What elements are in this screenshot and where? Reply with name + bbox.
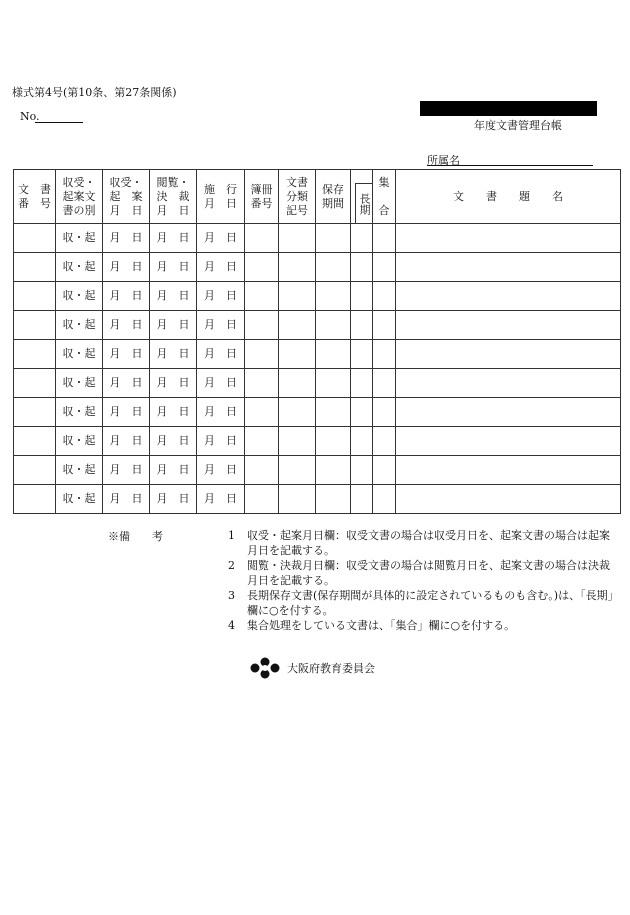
cell-recv-draft-date[interactable]: 月 日 — [103, 253, 150, 282]
cell-doc-title[interactable] — [396, 485, 621, 514]
cell-review-decision-date[interactable]: 月 日 — [150, 427, 197, 456]
cell-enforcement-date[interactable]: 月 日 — [197, 369, 245, 398]
cell-classification-code[interactable] — [279, 340, 316, 369]
cell-doc-number[interactable] — [14, 456, 56, 485]
cell-retention-period[interactable] — [316, 456, 351, 485]
note-text: 収受・起案月日欄：収受文書の場合は収受月日を、起案文書の場合は起案月日を記載する。 — [247, 529, 610, 557]
cell-review-decision-date[interactable]: 月 日 — [150, 456, 197, 485]
table-row — [14, 340, 621, 369]
cell-doc-title[interactable] — [396, 369, 621, 398]
cell-aggregate[interactable] — [373, 253, 396, 282]
osaka-emblem-icon — [249, 657, 281, 679]
cell-aggregate[interactable] — [373, 427, 396, 456]
cell-long-term[interactable] — [351, 485, 373, 514]
cell-recv-draft-type[interactable]: 収・起 — [56, 456, 103, 485]
cell-enforcement-date[interactable]: 月 日 — [197, 311, 245, 340]
note-number: 1 — [228, 529, 235, 542]
note-number: 3 — [228, 589, 235, 602]
cell-retention-period[interactable] — [316, 427, 351, 456]
cell-review-decision-date[interactable]: 月 日 — [150, 253, 197, 282]
cell-recv-draft-date[interactable]: 月 日 — [103, 340, 150, 369]
ledger-title: 年度文書管理台帳 — [474, 119, 562, 132]
cell-classification-code[interactable] — [279, 224, 316, 253]
cell-review-decision-date[interactable]: 月 日 — [150, 224, 197, 253]
cell-long-term[interactable] — [351, 282, 373, 311]
cell-doc-number[interactable] — [14, 369, 56, 398]
cell-aggregate[interactable] — [373, 398, 396, 427]
cell-doc-number[interactable] — [14, 253, 56, 282]
table-row — [14, 224, 621, 253]
cell-retention-period[interactable] — [316, 340, 351, 369]
cell-long-term[interactable] — [351, 340, 373, 369]
cell-register-number[interactable] — [245, 398, 279, 427]
header-enforcement-date: 施 行 月 日 — [197, 170, 245, 224]
cell-register-number[interactable] — [245, 456, 279, 485]
header-review-decision-date: 閲覧・ 決 裁 月 日 — [150, 170, 197, 224]
table-header-row — [14, 170, 621, 224]
cell-recv-draft-date[interactable]: 月 日 — [103, 311, 150, 340]
cell-aggregate[interactable] — [373, 340, 396, 369]
cell-enforcement-date[interactable]: 月 日 — [197, 398, 245, 427]
cell-retention-period[interactable] — [316, 369, 351, 398]
cell-long-term[interactable] — [351, 224, 373, 253]
cell-recv-draft-date[interactable]: 月 日 — [103, 427, 150, 456]
cell-aggregate[interactable] — [373, 456, 396, 485]
cell-classification-code[interactable] — [279, 427, 316, 456]
header-register-number: 簿冊 番号 — [245, 170, 279, 224]
header-aggregate: 集 合 — [373, 170, 396, 224]
table-row — [14, 427, 621, 456]
department-field-line[interactable] — [427, 165, 593, 166]
cell-long-term[interactable] — [351, 369, 373, 398]
cell-review-decision-date[interactable]: 月 日 — [150, 311, 197, 340]
cell-register-number[interactable] — [245, 224, 279, 253]
cell-recv-draft-type[interactable]: 収・起 — [56, 398, 103, 427]
cell-register-number[interactable] — [245, 427, 279, 456]
no-label: No. — [20, 110, 40, 123]
cell-recv-draft-type[interactable]: 収・起 — [56, 311, 103, 340]
notes-heading: ※備 考 — [108, 530, 163, 543]
cell-classification-code[interactable] — [279, 485, 316, 514]
cell-enforcement-date[interactable]: 月 日 — [197, 253, 245, 282]
cell-aggregate[interactable] — [373, 311, 396, 340]
note-text: 集合処理をしている文書は、「集合」欄に○を付する。 — [247, 619, 516, 632]
department-label: 所属名 — [427, 154, 460, 167]
header-doc-title: 文 書 題 名 — [396, 170, 621, 224]
cell-classification-code[interactable] — [279, 282, 316, 311]
note-item — [228, 588, 620, 618]
organization-footer — [249, 657, 375, 679]
cell-retention-period[interactable] — [316, 282, 351, 311]
cell-enforcement-date[interactable]: 月 日 — [197, 224, 245, 253]
form-number: 様式第4号(第10条、第27条関係) — [12, 86, 177, 99]
cell-retention-period[interactable] — [316, 253, 351, 282]
cell-recv-draft-type[interactable]: 収・起 — [56, 253, 103, 282]
cell-recv-draft-type[interactable]: 収・起 — [56, 427, 103, 456]
cell-register-number[interactable] — [245, 340, 279, 369]
cell-register-number[interactable] — [245, 311, 279, 340]
cell-doc-number[interactable] — [14, 427, 56, 456]
cell-long-term[interactable] — [351, 456, 373, 485]
cell-recv-draft-type[interactable]: 収・起 — [56, 485, 103, 514]
no-field-line[interactable] — [35, 122, 83, 123]
cell-doc-title[interactable] — [396, 427, 621, 456]
note-item — [228, 528, 620, 558]
cell-enforcement-date[interactable]: 月 日 — [197, 456, 245, 485]
note-item — [228, 618, 620, 633]
cell-doc-title[interactable] — [396, 224, 621, 253]
cell-long-term[interactable] — [351, 398, 373, 427]
cell-register-number[interactable] — [245, 253, 279, 282]
note-number: 4 — [228, 619, 235, 632]
header-classification-code: 文書 分類 記号 — [279, 170, 316, 224]
header-retention-period: 保存 期間 — [316, 170, 351, 224]
cell-doc-number[interactable] — [14, 340, 56, 369]
header-recv-draft-date: 収受・ 起 案 月 日 — [103, 170, 150, 224]
cell-retention-period[interactable] — [316, 224, 351, 253]
cell-review-decision-date[interactable]: 月 日 — [150, 282, 197, 311]
cell-retention-period[interactable] — [316, 398, 351, 427]
cell-doc-number[interactable] — [14, 485, 56, 514]
cell-doc-number[interactable] — [14, 311, 56, 340]
cell-review-decision-date[interactable]: 月 日 — [150, 369, 197, 398]
cell-review-decision-date[interactable]: 月 日 — [150, 398, 197, 427]
note-item — [228, 558, 620, 588]
cell-enforcement-date[interactable]: 月 日 — [197, 282, 245, 311]
cell-recv-draft-type[interactable]: 収・起 — [56, 224, 103, 253]
note-text: 閲覧・決裁月日欄：収受文書の場合は閲覧月日を、起案文書の場合は決裁月日を記載する。 — [247, 559, 610, 587]
cell-recv-draft-date[interactable]: 月 日 — [103, 224, 150, 253]
cell-recv-draft-date[interactable]: 月 日 — [103, 456, 150, 485]
cell-doc-title[interactable] — [396, 311, 621, 340]
table-row — [14, 398, 621, 427]
table-row — [14, 311, 621, 340]
table-row — [14, 485, 621, 514]
cell-classification-code[interactable] — [279, 369, 316, 398]
cell-aggregate[interactable] — [373, 224, 396, 253]
cell-recv-draft-type[interactable]: 収・起 — [56, 369, 103, 398]
cell-recv-draft-date[interactable]: 月 日 — [103, 282, 150, 311]
cell-review-decision-date[interactable]: 月 日 — [150, 340, 197, 369]
organization-name: 大阪府教育委員会 — [287, 662, 375, 675]
cell-classification-code[interactable] — [279, 398, 316, 427]
cell-classification-code[interactable] — [279, 311, 316, 340]
table-row — [14, 369, 621, 398]
cell-recv-draft-type[interactable]: 収・起 — [56, 340, 103, 369]
note-number: 2 — [228, 559, 235, 572]
table-row — [14, 456, 621, 485]
cell-recv-draft-date[interactable]: 月 日 — [103, 369, 150, 398]
cell-aggregate[interactable] — [373, 369, 396, 398]
cell-register-number[interactable] — [245, 369, 279, 398]
cell-doc-title[interactable] — [396, 282, 621, 311]
redacted-year-bar — [420, 101, 597, 116]
cell-enforcement-date[interactable]: 月 日 — [197, 485, 245, 514]
cell-retention-period[interactable] — [316, 485, 351, 514]
cell-doc-title[interactable] — [396, 253, 621, 282]
cell-doc-title[interactable] — [396, 340, 621, 369]
cell-aggregate[interactable] — [373, 282, 396, 311]
cell-doc-number[interactable] — [14, 282, 56, 311]
cell-recv-draft-date[interactable]: 月 日 — [103, 485, 150, 514]
cell-long-term[interactable] — [351, 311, 373, 340]
cell-aggregate[interactable] — [373, 485, 396, 514]
cell-classification-code[interactable] — [279, 456, 316, 485]
document-ledger-table — [13, 169, 621, 514]
note-text: 長期保存文書(保存期間が具体的に設定されているものも含む。)は、「長期」欄に○を付する。 — [247, 589, 619, 617]
cell-retention-period[interactable] — [316, 311, 351, 340]
notes-list — [228, 528, 620, 633]
cell-long-term[interactable] — [351, 253, 373, 282]
cell-enforcement-date[interactable]: 月 日 — [197, 427, 245, 456]
table-row — [14, 253, 621, 282]
cell-long-term[interactable] — [351, 427, 373, 456]
header-long-term: 長期 — [351, 170, 373, 224]
cell-doc-number[interactable] — [14, 398, 56, 427]
cell-doc-number[interactable] — [14, 224, 56, 253]
header-doc-number: 文 書 番 号 — [14, 170, 56, 224]
cell-recv-draft-type[interactable]: 収・起 — [56, 282, 103, 311]
cell-recv-draft-date[interactable]: 月 日 — [103, 398, 150, 427]
cell-classification-code[interactable] — [279, 253, 316, 282]
cell-register-number[interactable] — [245, 282, 279, 311]
cell-enforcement-date[interactable]: 月 日 — [197, 340, 245, 369]
cell-register-number[interactable] — [245, 485, 279, 514]
cell-doc-title[interactable] — [396, 456, 621, 485]
cell-doc-title[interactable] — [396, 398, 621, 427]
cell-review-decision-date[interactable]: 月 日 — [150, 485, 197, 514]
header-recv-draft-type: 収受・ 起案文 書の別 — [56, 170, 103, 224]
table-row — [14, 282, 621, 311]
